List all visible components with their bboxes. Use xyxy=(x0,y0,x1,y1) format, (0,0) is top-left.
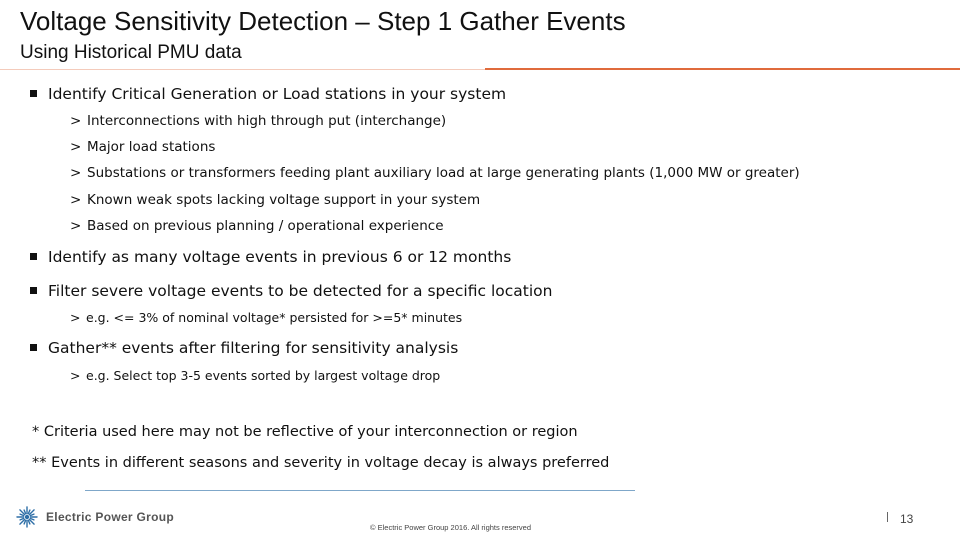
bullet-item xyxy=(30,282,552,300)
bullet-item xyxy=(30,248,511,266)
starburst-logo-icon xyxy=(16,506,38,528)
square-bullet-icon xyxy=(30,253,37,260)
sub-bullet-text: e.g. <= 3% of nominal voltage* persisted for >=5* minutes xyxy=(86,310,463,325)
bullet-text: Gather** events after filtering for sensitivity analysis xyxy=(48,339,459,357)
page-number: 13 xyxy=(900,512,914,526)
page-title: Voltage Sensitivity Detection – Step 1 Gather Events xyxy=(20,6,626,36)
sub-bullet-text: Based on previous planning / operational experience xyxy=(87,218,444,234)
arrow-bullet-icon: > xyxy=(70,368,81,383)
company-logo xyxy=(16,506,174,528)
title-divider-accent xyxy=(485,68,960,70)
sub-bullet-item xyxy=(70,368,440,383)
square-bullet-icon xyxy=(30,287,37,294)
sub-bullet-text: Major load stations xyxy=(87,139,216,155)
sub-bullet-item xyxy=(70,192,480,208)
sub-bullet-item xyxy=(70,165,800,181)
bullet-item xyxy=(30,339,458,357)
footnote: * Criteria used here may not be reflective of your interconnection or region xyxy=(32,424,578,440)
page-number-separator xyxy=(887,512,888,522)
arrow-bullet-icon: > xyxy=(70,218,82,234)
title-divider-soft xyxy=(0,69,485,70)
arrow-bullet-icon: > xyxy=(70,113,82,129)
square-bullet-icon xyxy=(30,90,37,97)
bullet-text: Identify as many voltage events in previous 6 or 12 months xyxy=(48,248,512,266)
sub-bullet-item xyxy=(70,310,462,325)
sub-bullet-text: Known weak spots lacking voltage support in your system xyxy=(87,192,481,208)
sub-bullet-text: e.g. Select top 3-5 events sorted by largest voltage drop xyxy=(86,368,441,383)
arrow-bullet-icon: > xyxy=(70,310,81,325)
bullet-text: Identify Critical Generation or Load stations in your system xyxy=(48,85,507,103)
arrow-bullet-icon: > xyxy=(70,139,82,155)
sub-bullet-item xyxy=(70,139,215,155)
footnote: ** Events in different seasons and severity in voltage decay is always preferred xyxy=(32,455,610,471)
title-divider xyxy=(0,68,960,71)
sub-bullet-text: Substations or transformers feeding plant auxiliary load at large generating plants (1,000 MW or greater) xyxy=(87,165,800,181)
sub-bullet-text: Interconnections with high through put (interchange) xyxy=(87,113,447,129)
footer-divider xyxy=(85,490,635,491)
bullet-text: Filter severe voltage events to be detected for a specific location xyxy=(48,282,553,300)
sub-bullet-item xyxy=(70,113,446,129)
arrow-bullet-icon: > xyxy=(70,192,82,208)
copyright-text: © Electric Power Group 2016. All rights reserved xyxy=(370,523,532,532)
page-subtitle: Using Historical PMU data xyxy=(20,42,242,63)
bullet-item xyxy=(30,85,506,103)
square-bullet-icon xyxy=(30,344,37,351)
arrow-bullet-icon: > xyxy=(70,165,82,181)
sub-bullet-item xyxy=(70,218,444,234)
logo-text: Electric Power Group xyxy=(46,510,175,524)
